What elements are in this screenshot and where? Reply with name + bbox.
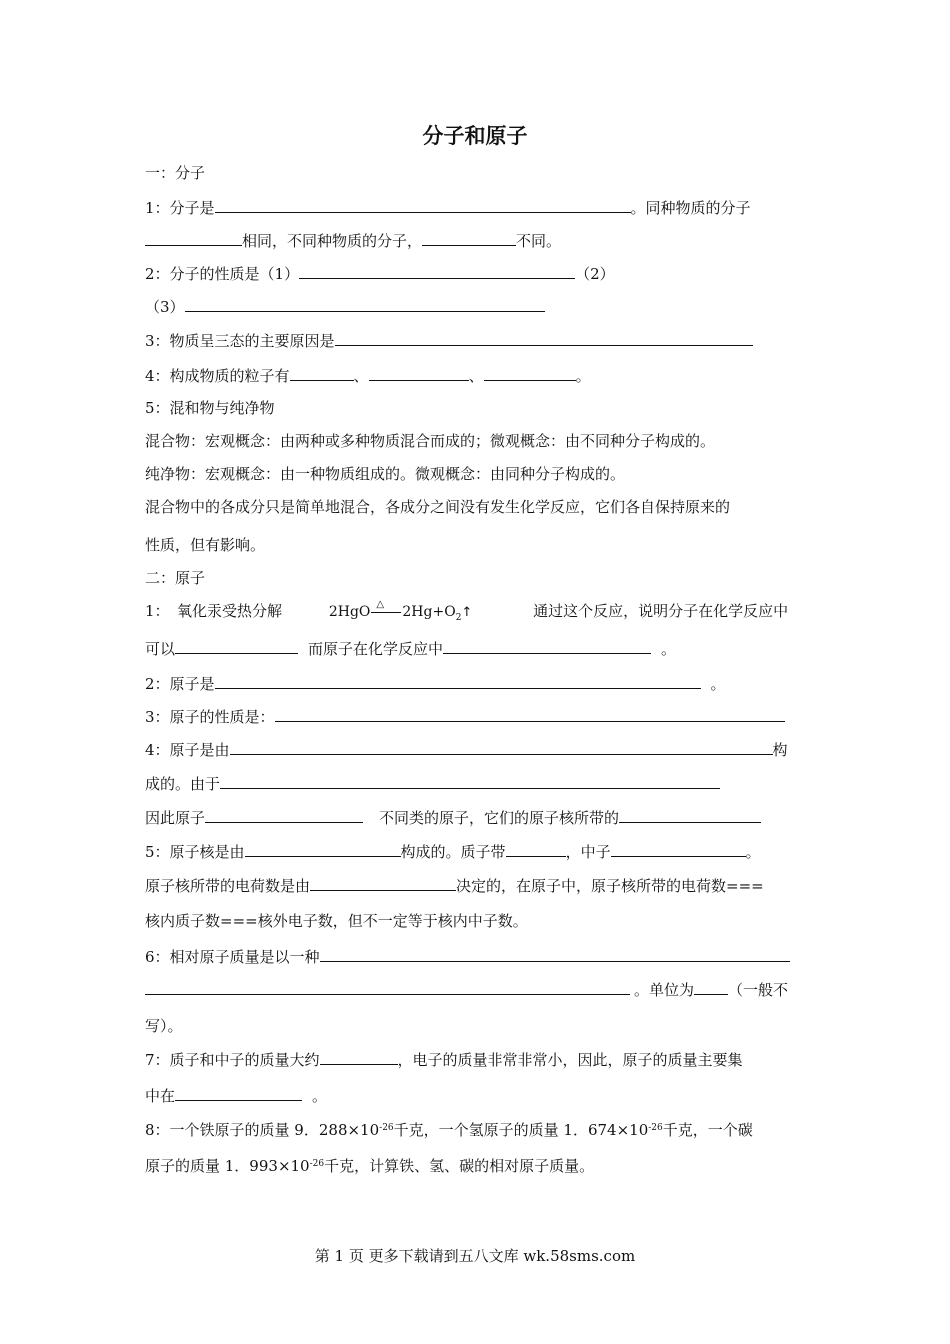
- answer-blank[interactable]: [310, 874, 456, 891]
- text: （一般不: [728, 981, 789, 999]
- answer-blank[interactable]: [506, 840, 566, 857]
- heat-condition: [370, 601, 402, 623]
- text: ，中子: [565, 843, 611, 861]
- text: 原子核所带的电荷数是由: [145, 877, 311, 895]
- section-heading-molecule: 一：分子: [145, 164, 206, 182]
- text: 决定的，在原子中，原子核所带的电荷数===: [456, 877, 764, 895]
- eq-left: 2HgO: [328, 604, 371, 620]
- atom-question-5-cont: [145, 874, 810, 897]
- answer-blank[interactable]: [484, 364, 576, 381]
- atom-question-5: [145, 840, 810, 863]
- answer-blank[interactable]: [215, 196, 631, 213]
- mixture-definition: 混合物：宏观概念：由两种或多种物质混合而成的；微观概念：由不同种分子构成的。: [145, 432, 716, 450]
- text: 通过这个反应，说明分子在化学反应中: [533, 602, 789, 620]
- answer-blank[interactable]: [611, 840, 746, 857]
- atom-question-6-cont: [145, 978, 810, 1001]
- exponent: -26: [648, 1123, 663, 1133]
- question-2: [145, 262, 810, 285]
- text: 构: [772, 741, 788, 759]
- gas-arrow-icon: ↑: [461, 605, 473, 620]
- answer-blank[interactable]: [290, 364, 354, 381]
- atom-question-1-cont: [145, 637, 810, 660]
- question-1-cont: [145, 229, 810, 252]
- answer-blank[interactable]: [145, 229, 242, 246]
- text: 7：质子和中子的质量大约: [145, 1051, 320, 1069]
- text: 。: [710, 675, 726, 693]
- answer-blank[interactable]: [369, 364, 469, 381]
- answer-blank[interactable]: [185, 295, 545, 312]
- answer-blank[interactable]: [145, 978, 630, 995]
- atom-question-8: [145, 1119, 810, 1141]
- text: 2：分子的性质是（1）: [145, 265, 300, 283]
- page-title: 分子和原子: [422, 124, 528, 148]
- text: （2）: [575, 265, 615, 283]
- text: 4：原子是由: [145, 741, 230, 759]
- atom-question-8-cont: [145, 1155, 810, 1177]
- atom-question-6-cont2: 写）。: [145, 1017, 183, 1035]
- answer-blank[interactable]: [175, 1084, 302, 1101]
- question-5: 5：混和物与纯净物: [145, 399, 275, 417]
- answer-blank[interactable]: [230, 738, 773, 755]
- answer-blank[interactable]: [320, 945, 790, 962]
- answer-blank[interactable]: [275, 705, 785, 722]
- atom-question-4-cont2: [145, 806, 810, 829]
- heat-icon: △: [376, 599, 385, 610]
- text: 不同。: [516, 232, 562, 250]
- answer-blank[interactable]: [220, 772, 720, 789]
- text: 因此原子: [145, 809, 206, 827]
- answer-blank[interactable]: [320, 1048, 398, 1065]
- text: 可以: [145, 640, 176, 658]
- answer-blank[interactable]: [694, 978, 728, 995]
- text: 。同种物质的分子: [630, 199, 751, 217]
- text: 。单位为: [634, 981, 695, 999]
- atom-question-4: [145, 738, 810, 761]
- text: 。: [312, 1087, 328, 1105]
- exponent: -26: [379, 1123, 394, 1133]
- answer-blank[interactable]: [215, 672, 701, 689]
- answer-blank[interactable]: [175, 637, 298, 654]
- text: 原子的质量 1．993×10: [145, 1157, 310, 1175]
- section-heading-atom: 二：原子: [145, 569, 206, 587]
- atom-question-6: [145, 945, 810, 968]
- answer-blank[interactable]: [619, 806, 761, 823]
- exponent: -26: [309, 1159, 325, 1169]
- atom-question-7-cont: [145, 1084, 810, 1107]
- atom-question-7: [145, 1048, 810, 1071]
- question-4: [145, 364, 810, 387]
- text: 3：物质呈三态的主要原因是: [145, 332, 335, 350]
- text: 8：一个铁原子的质量 9．288×10: [145, 1121, 380, 1139]
- text: 、: [468, 367, 484, 385]
- atom-question-3: [145, 705, 810, 728]
- text: 不同类的原子，它们的原子核所带的: [379, 809, 620, 827]
- answer-blank[interactable]: [422, 229, 516, 246]
- pure-definition: 纯净物：宏观概念：由一种物质组成的。微观概念：由同种分子构成的。: [145, 465, 626, 483]
- text: 成的。由于: [145, 775, 221, 793]
- note-line-2: 性质，但有影响。: [145, 536, 266, 554]
- text: 3：原子的性质是：: [145, 708, 275, 726]
- answer-blank[interactable]: [245, 840, 401, 857]
- question-2-cont: [145, 295, 810, 318]
- eq-subscript: 2: [455, 612, 462, 623]
- text: 。: [745, 843, 761, 861]
- answer-blank[interactable]: [205, 806, 363, 823]
- text: ，电子的质量非常非常小，因此，原子的质量主要集: [397, 1051, 743, 1069]
- atom-question-1: [145, 600, 810, 629]
- atom-question-2: [145, 672, 810, 695]
- text: 相同，不同种物质的分子，: [242, 232, 423, 250]
- eq-right: 2Hg+O: [402, 604, 456, 620]
- text: 2：原子是: [145, 675, 215, 693]
- text: 1： 氧化汞受热分解: [145, 602, 283, 620]
- text: 6：相对原子质量是以一种: [145, 948, 320, 966]
- text: 4：构成物质的粒子有: [145, 367, 290, 385]
- text: 千克，一个碳: [662, 1121, 753, 1139]
- chemical-equation: [328, 599, 473, 623]
- atom-question-5-cont2: 核内质子数===核外电子数，但不一定等于核内中子数。: [145, 912, 528, 930]
- text: 千克，计算铁、氢、碳的相对原子质量。: [324, 1157, 595, 1175]
- text: 。: [575, 367, 591, 385]
- question-1: [145, 196, 810, 219]
- text: 5：原子核是由: [145, 843, 245, 861]
- atom-question-4-cont: [145, 772, 810, 795]
- answer-blank[interactable]: [443, 637, 651, 654]
- text: 、: [353, 367, 369, 385]
- answer-blank[interactable]: [299, 262, 575, 279]
- text: 千克，一个氢原子的质量 1．674×10: [393, 1121, 649, 1139]
- text: 构成的。质子带: [400, 843, 506, 861]
- text: 1：分子是: [145, 199, 215, 217]
- text: 。: [661, 640, 677, 658]
- text: （3）: [145, 298, 185, 316]
- question-3: [145, 329, 810, 352]
- text: 而原子在化学反应中: [308, 640, 444, 658]
- note-line-1: 混合物中的各成分只是简单地混合，各成分之间没有发生化学反应，它们各自保持原来的: [145, 498, 731, 516]
- page-footer: 第 1 页 更多下载请到五八文库 wk.58sms.com: [314, 1247, 636, 1265]
- text: 中在: [145, 1087, 176, 1105]
- answer-blank[interactable]: [335, 329, 753, 346]
